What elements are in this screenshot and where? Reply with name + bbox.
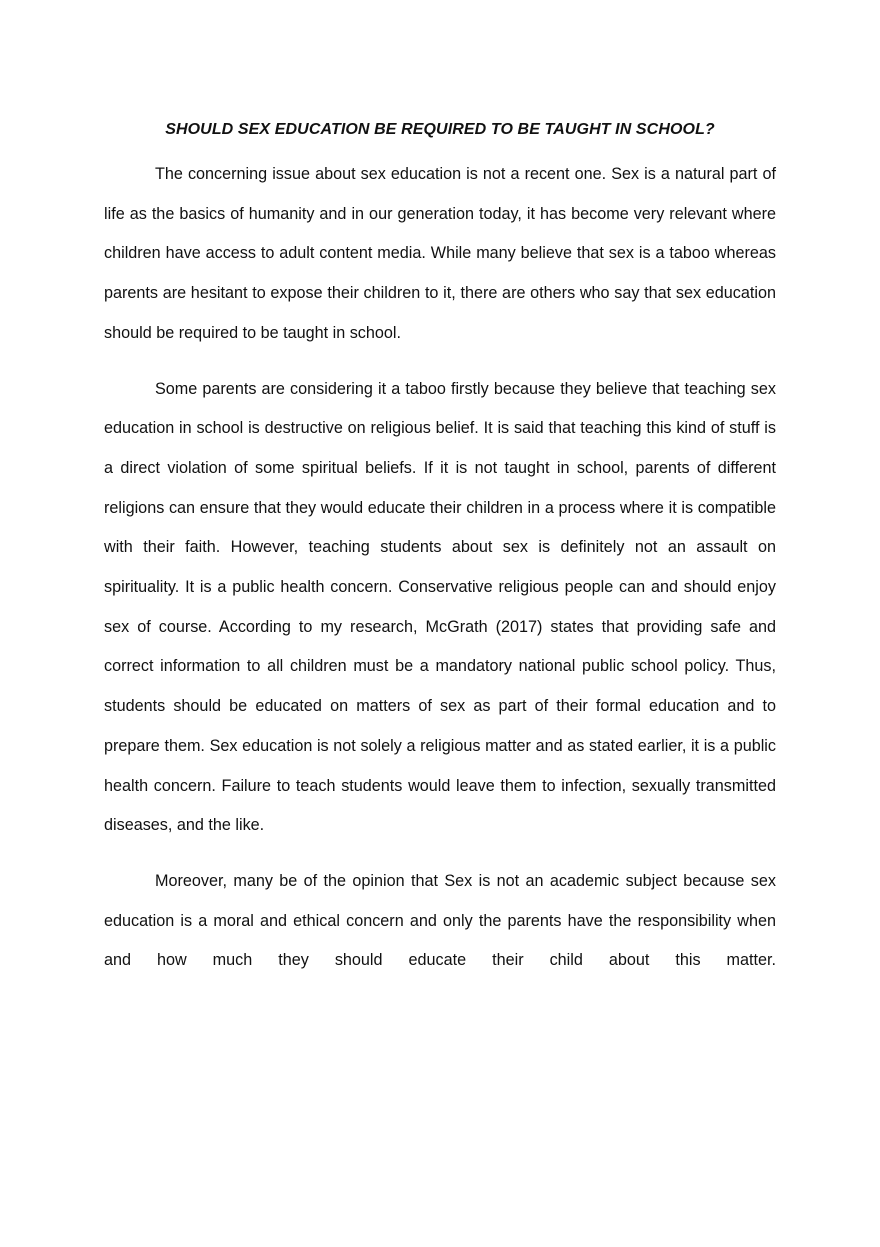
paragraph-3: Moreover, many be of the opinion that Sex is not an academic subject because sex education is a moral and ethical concern and only the parents have the responsibility when and how much they should educate their child about this matter. bbox=[104, 871, 776, 970]
essay-body bbox=[104, 155, 776, 997]
paragraph-2: Some parents are considering it a taboo firstly because they believe that teaching sex education in school is destructive on religious belief. It is said that teaching this kind of stuff is a direct violation of some spiritual beliefs. If it is not taught in school, parents of different religions can ensure that they would educate their children in a process where it is compatible with their faith. However, teaching students about sex is definitely not an assault on spirituality. It is a public health concern. Conservative religious people can and should enjoy sex of course. According to my research, McGrath (2017) states that providing safe and correct information to all children must be a mandatory national public school policy. Thus, students should be educated on matters of sex as part of their formal education and to prepare them. Sex education is not solely a religious matter and as stated earlier, it is a public health concern. Failure to teach students would leave them to infection, sexually transmitted diseases, and the like. bbox=[104, 379, 776, 835]
paragraph-1: The concerning issue about sex education is not a recent one. Sex is a natural part of life as the basics of humanity and in our generation today, it has become very relevant where children have access to adult content media. While many believe that sex is a taboo whereas parents are hesitant to expose their children to it, there are others who say that sex education should be required to be taught in school. bbox=[104, 165, 776, 342]
essay-title: SHOULD SEX EDUCATION BE REQUIRED TO BE TAUGHT IN SCHOOL? bbox=[165, 121, 715, 138]
